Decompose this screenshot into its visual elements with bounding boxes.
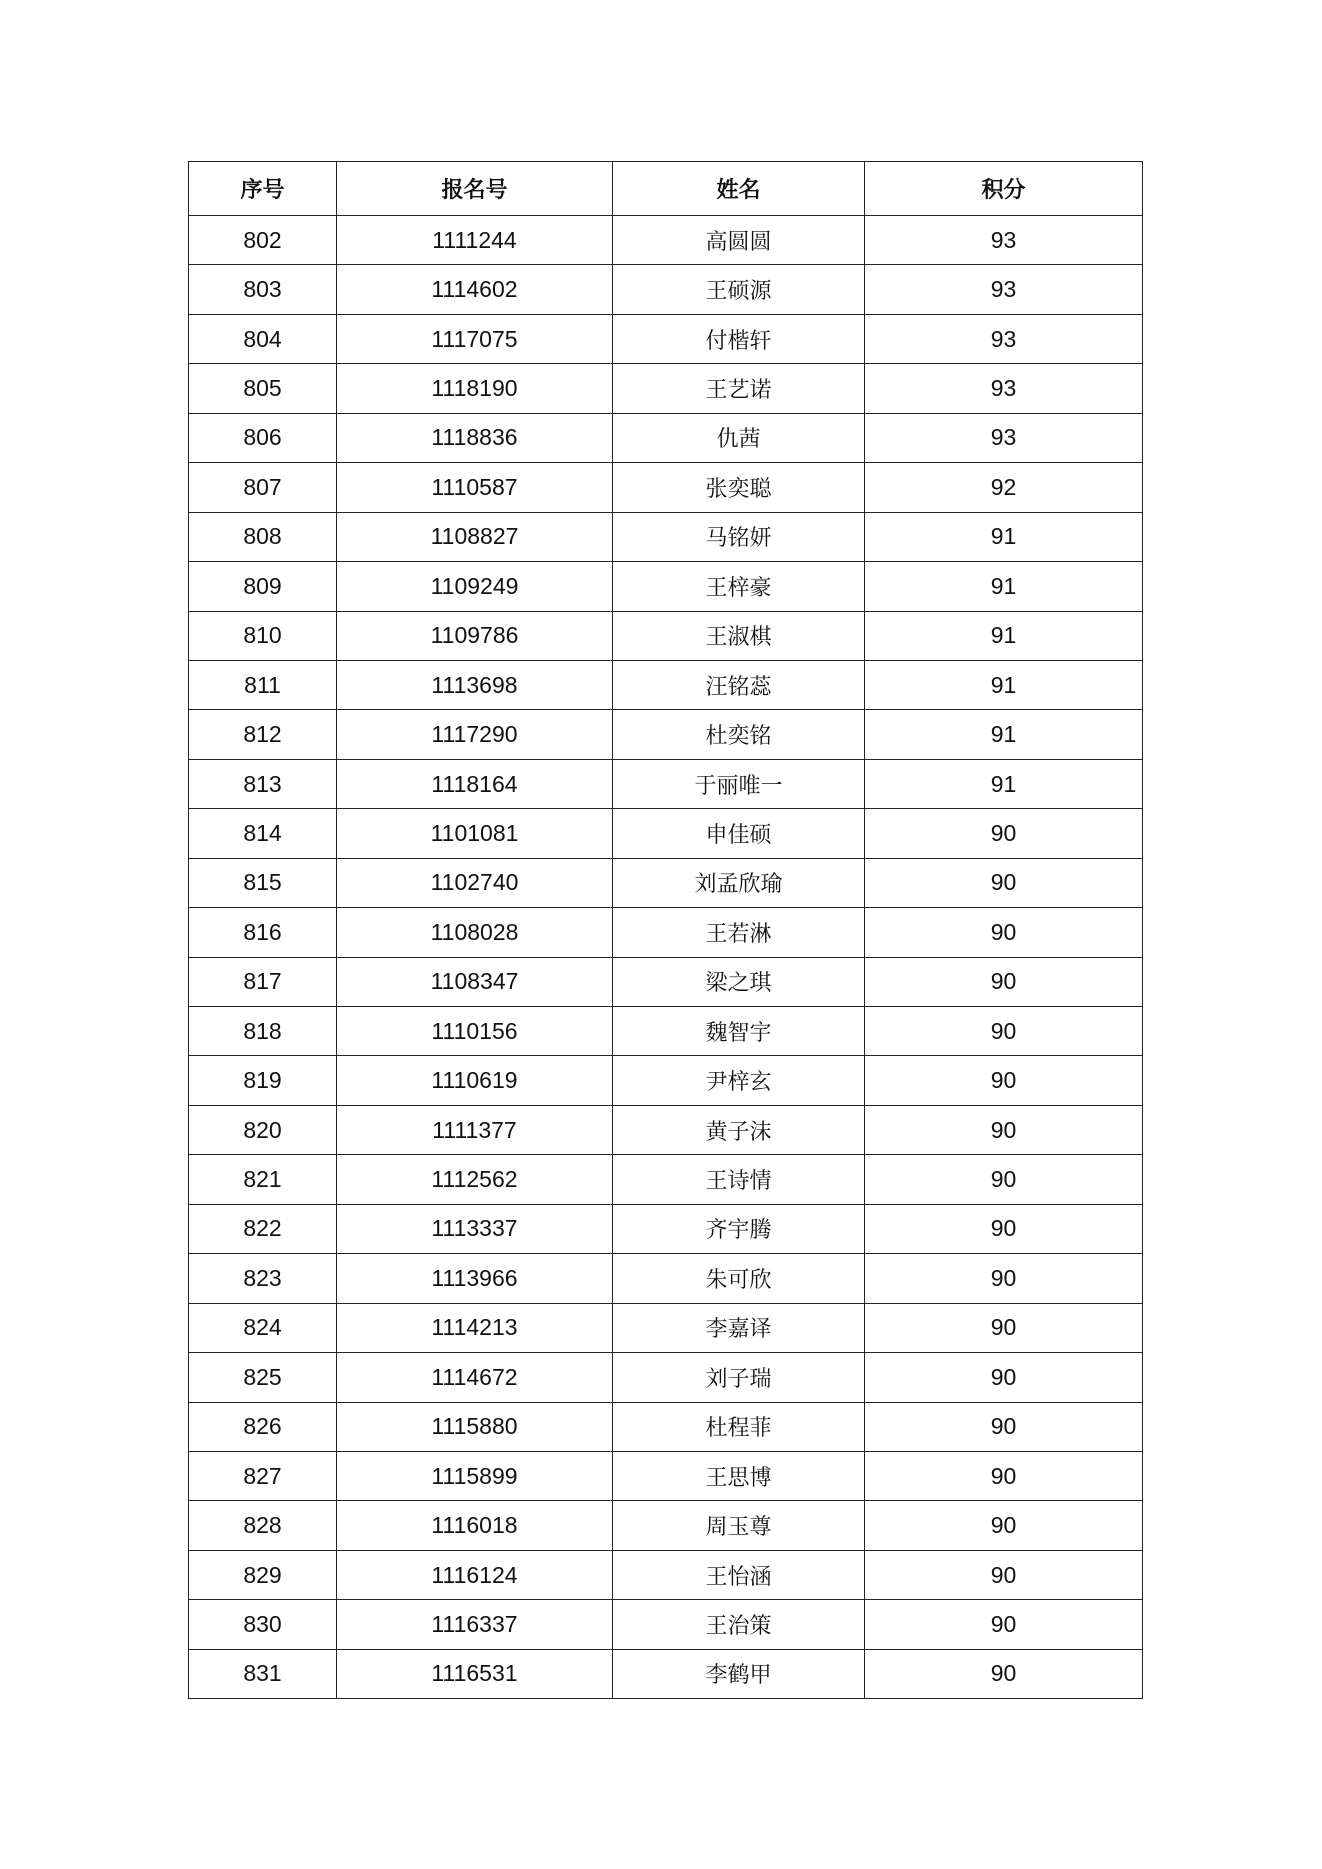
table-row <box>189 1600 1143 1649</box>
table-row <box>189 710 1143 759</box>
cell-name: 王艺诺 <box>613 364 865 413</box>
cell-seq: 808 <box>189 512 337 561</box>
table-row <box>189 957 1143 1006</box>
table-row <box>189 1501 1143 1550</box>
cell-score: 90 <box>865 809 1143 858</box>
cell-registration-number: 1108347 <box>337 957 613 1006</box>
cell-seq: 819 <box>189 1056 337 1105</box>
cell-score: 92 <box>865 463 1143 512</box>
cell-name: 梁之琪 <box>613 957 865 1006</box>
cell-seq: 830 <box>189 1600 337 1649</box>
cell-seq: 812 <box>189 710 337 759</box>
cell-registration-number: 1111244 <box>337 216 613 265</box>
cell-seq: 820 <box>189 1105 337 1154</box>
cell-seq: 825 <box>189 1353 337 1402</box>
cell-registration-number: 1115880 <box>337 1402 613 1451</box>
table-row <box>189 265 1143 314</box>
table-body <box>189 216 1143 1699</box>
cell-registration-number: 1116531 <box>337 1649 613 1698</box>
table-row <box>189 314 1143 363</box>
cell-seq: 824 <box>189 1303 337 1352</box>
cell-registration-number: 1101081 <box>337 809 613 858</box>
cell-seq: 810 <box>189 611 337 660</box>
cell-score: 90 <box>865 1501 1143 1550</box>
cell-score: 91 <box>865 660 1143 709</box>
cell-name: 申佳硕 <box>613 809 865 858</box>
cell-registration-number: 1109786 <box>337 611 613 660</box>
cell-seq: 802 <box>189 216 337 265</box>
cell-name: 汪铭蕊 <box>613 660 865 709</box>
cell-registration-number: 1114213 <box>337 1303 613 1352</box>
header-registration-number: 报名号 <box>337 162 613 216</box>
cell-name: 张奕聪 <box>613 463 865 512</box>
cell-name: 齐宇腾 <box>613 1204 865 1253</box>
cell-name: 王硕源 <box>613 265 865 314</box>
cell-seq: 815 <box>189 858 337 907</box>
cell-score: 90 <box>865 957 1143 1006</box>
cell-name: 周玉尊 <box>613 1501 865 1550</box>
cell-score: 90 <box>865 858 1143 907</box>
cell-seq: 813 <box>189 759 337 808</box>
cell-seq: 823 <box>189 1254 337 1303</box>
cell-registration-number: 1109249 <box>337 562 613 611</box>
cell-seq: 816 <box>189 908 337 957</box>
cell-name: 杜程菲 <box>613 1402 865 1451</box>
header-row <box>189 162 1143 216</box>
cell-name: 魏智宇 <box>613 1007 865 1056</box>
cell-score: 90 <box>865 1402 1143 1451</box>
table-row <box>189 611 1143 660</box>
table-row <box>189 858 1143 907</box>
cell-registration-number: 1116018 <box>337 1501 613 1550</box>
table-row <box>189 512 1143 561</box>
table-header <box>189 162 1143 216</box>
cell-name: 仇茜 <box>613 413 865 462</box>
cell-name: 李鹤甲 <box>613 1649 865 1698</box>
cell-seq: 826 <box>189 1402 337 1451</box>
cell-registration-number: 1113698 <box>337 660 613 709</box>
cell-registration-number: 1114602 <box>337 265 613 314</box>
cell-name: 刘子瑞 <box>613 1353 865 1402</box>
cell-score: 93 <box>865 216 1143 265</box>
cell-name: 王诗情 <box>613 1155 865 1204</box>
cell-seq: 811 <box>189 660 337 709</box>
cell-name: 刘孟欣瑜 <box>613 858 865 907</box>
cell-registration-number: 1110587 <box>337 463 613 512</box>
cell-registration-number: 1111377 <box>337 1105 613 1154</box>
table-row <box>189 660 1143 709</box>
cell-score: 90 <box>865 1155 1143 1204</box>
header-seq: 序号 <box>189 162 337 216</box>
cell-seq: 822 <box>189 1204 337 1253</box>
cell-registration-number: 1118164 <box>337 759 613 808</box>
cell-name: 高圆圆 <box>613 216 865 265</box>
cell-seq: 828 <box>189 1501 337 1550</box>
cell-registration-number: 1116124 <box>337 1550 613 1599</box>
cell-score: 90 <box>865 1254 1143 1303</box>
cell-name: 王治策 <box>613 1600 865 1649</box>
cell-score: 90 <box>865 1649 1143 1698</box>
cell-registration-number: 1116337 <box>337 1600 613 1649</box>
cell-score: 90 <box>865 1451 1143 1500</box>
table-row <box>189 1353 1143 1402</box>
cell-score: 93 <box>865 265 1143 314</box>
cell-name: 马铭妍 <box>613 512 865 561</box>
cell-name: 王怡涵 <box>613 1550 865 1599</box>
cell-registration-number: 1110156 <box>337 1007 613 1056</box>
table-row <box>189 364 1143 413</box>
cell-seq: 818 <box>189 1007 337 1056</box>
table-row <box>189 1204 1143 1253</box>
cell-registration-number: 1113966 <box>337 1254 613 1303</box>
cell-registration-number: 1110619 <box>337 1056 613 1105</box>
cell-registration-number: 1113337 <box>337 1204 613 1253</box>
table-row <box>189 908 1143 957</box>
cell-seq: 805 <box>189 364 337 413</box>
table-row <box>189 562 1143 611</box>
cell-score: 91 <box>865 512 1143 561</box>
table-row <box>189 1254 1143 1303</box>
table-row <box>189 1007 1143 1056</box>
table-row <box>189 1303 1143 1352</box>
table-row <box>189 1056 1143 1105</box>
cell-name: 杜奕铭 <box>613 710 865 759</box>
cell-score: 90 <box>865 1105 1143 1154</box>
header-name: 姓名 <box>613 162 865 216</box>
table-row <box>189 413 1143 462</box>
header-score: 积分 <box>865 162 1143 216</box>
cell-registration-number: 1102740 <box>337 858 613 907</box>
cell-score: 90 <box>865 908 1143 957</box>
cell-seq: 821 <box>189 1155 337 1204</box>
table-row <box>189 463 1143 512</box>
table-row <box>189 809 1143 858</box>
table-row <box>189 1649 1143 1698</box>
cell-seq: 806 <box>189 413 337 462</box>
cell-score: 90 <box>865 1353 1143 1402</box>
cell-seq: 804 <box>189 314 337 363</box>
cell-score: 90 <box>865 1056 1143 1105</box>
cell-registration-number: 1108827 <box>337 512 613 561</box>
cell-registration-number: 1117075 <box>337 314 613 363</box>
cell-score: 91 <box>865 611 1143 660</box>
cell-score: 90 <box>865 1204 1143 1253</box>
cell-name: 朱可欣 <box>613 1254 865 1303</box>
cell-score: 93 <box>865 314 1143 363</box>
cell-name: 于丽唯一 <box>613 759 865 808</box>
cell-seq: 831 <box>189 1649 337 1698</box>
cell-registration-number: 1114672 <box>337 1353 613 1402</box>
cell-registration-number: 1112562 <box>337 1155 613 1204</box>
table-row <box>189 1402 1143 1451</box>
cell-score: 91 <box>865 562 1143 611</box>
cell-name: 尹梓玄 <box>613 1056 865 1105</box>
cell-score: 93 <box>865 364 1143 413</box>
cell-seq: 814 <box>189 809 337 858</box>
cell-registration-number: 1118836 <box>337 413 613 462</box>
cell-name: 李嘉译 <box>613 1303 865 1352</box>
cell-seq: 809 <box>189 562 337 611</box>
cell-seq: 807 <box>189 463 337 512</box>
cell-score: 90 <box>865 1007 1143 1056</box>
table-row <box>189 216 1143 265</box>
cell-name: 王思博 <box>613 1451 865 1500</box>
cell-score: 90 <box>865 1550 1143 1599</box>
cell-score: 93 <box>865 413 1143 462</box>
cell-score: 90 <box>865 1303 1143 1352</box>
table-row <box>189 1451 1143 1500</box>
cell-score: 90 <box>865 1600 1143 1649</box>
cell-seq: 827 <box>189 1451 337 1500</box>
table-row <box>189 1105 1143 1154</box>
cell-name: 黄子沫 <box>613 1105 865 1154</box>
cell-registration-number: 1118190 <box>337 364 613 413</box>
cell-seq: 829 <box>189 1550 337 1599</box>
cell-name: 王若淋 <box>613 908 865 957</box>
cell-name: 王梓豪 <box>613 562 865 611</box>
cell-score: 91 <box>865 759 1143 808</box>
cell-name: 付楷轩 <box>613 314 865 363</box>
cell-registration-number: 1117290 <box>337 710 613 759</box>
cell-name: 王淑棋 <box>613 611 865 660</box>
cell-score: 91 <box>865 710 1143 759</box>
cell-registration-number: 1108028 <box>337 908 613 957</box>
table-row <box>189 759 1143 808</box>
cell-registration-number: 1115899 <box>337 1451 613 1500</box>
ranking-table <box>188 161 1143 1699</box>
table-row <box>189 1550 1143 1599</box>
cell-seq: 803 <box>189 265 337 314</box>
table-row <box>189 1155 1143 1204</box>
cell-seq: 817 <box>189 957 337 1006</box>
